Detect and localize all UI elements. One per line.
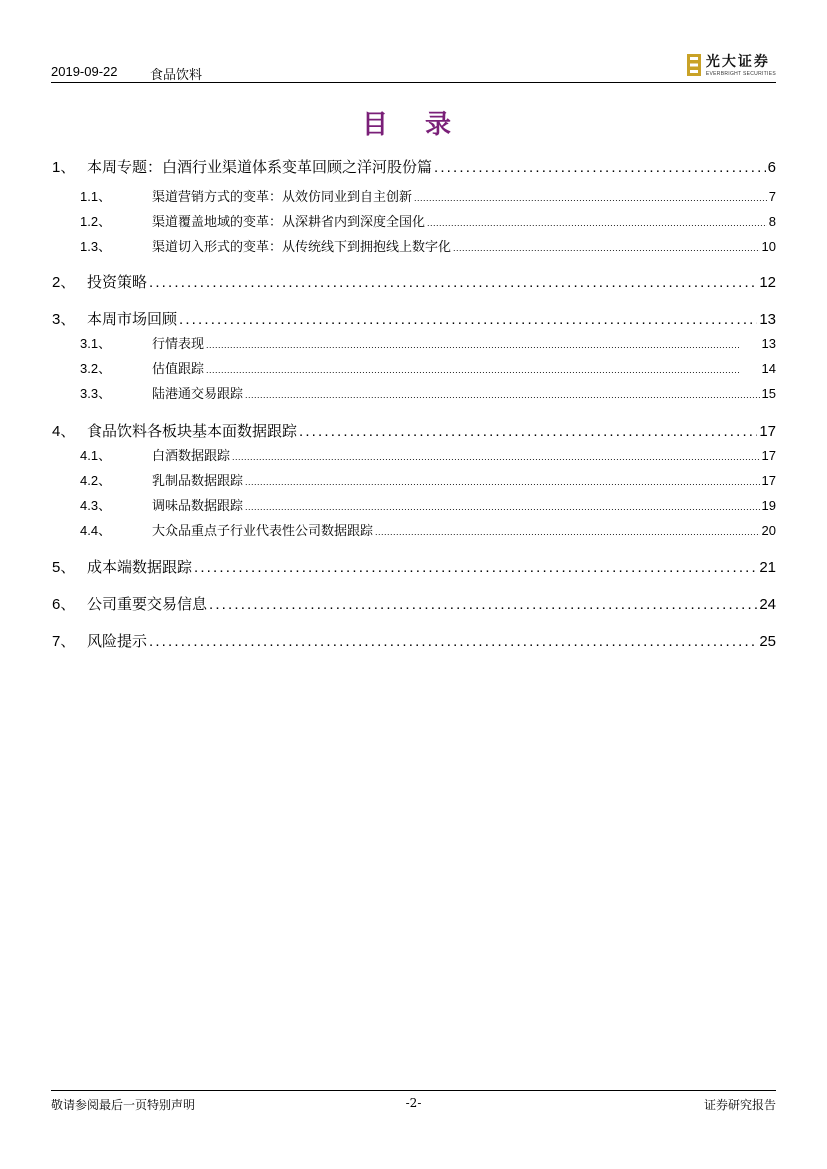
toc-entry-label: 调味品数据跟踪 xyxy=(152,498,244,513)
toc-entry[interactable] xyxy=(52,236,776,255)
toc-entry-page: 24 xyxy=(759,596,776,613)
industry-name: 食品饮料 xyxy=(150,67,203,82)
toc-entry-page: 15 xyxy=(761,386,776,401)
toc-entry[interactable] xyxy=(52,308,776,329)
toc-entry-number: 2、 xyxy=(52,274,76,291)
toc-entry[interactable] xyxy=(52,383,776,402)
toc-entry-page: 6 xyxy=(767,159,776,176)
toc-entry-number: 4.4、 xyxy=(80,523,112,538)
toc-entry-page: 13 xyxy=(759,311,776,328)
toc-entry-number: 4、 xyxy=(52,423,76,440)
logo-mark-icon xyxy=(687,54,701,76)
toc-entry-number: 3.1、 xyxy=(80,336,112,351)
toc-dot-leader xyxy=(453,239,760,254)
toc-dot-leader xyxy=(245,473,760,488)
toc-entry[interactable] xyxy=(52,186,776,205)
company-logo xyxy=(687,54,776,82)
toc-entry-number: 1、 xyxy=(52,159,76,176)
toc-entry-label: 公司重要交易信息 xyxy=(87,596,208,613)
toc-entry-page: 13 xyxy=(761,336,776,351)
toc-entry-number: 1.2、 xyxy=(80,214,112,229)
toc-dot-leader xyxy=(209,596,757,613)
toc-entry-label: 乳制品数据跟踪 xyxy=(152,473,244,488)
toc-entry-number: 4.2、 xyxy=(80,473,112,488)
toc-entry-number: 3、 xyxy=(52,311,76,328)
toc-entry-label: 本周市场回顾 xyxy=(87,311,178,328)
toc-entry[interactable] xyxy=(52,156,776,177)
footer-disclaimer: 敬请参阅最后一页特别声明 xyxy=(51,1098,196,1112)
toc-entry-page: 19 xyxy=(761,498,776,513)
toc-dot-leader xyxy=(375,523,760,538)
toc-entry-page: 10 xyxy=(761,239,776,254)
toc-entry-page: 7 xyxy=(768,189,776,204)
toc-dot-leader xyxy=(232,448,760,463)
toc-dot-leader xyxy=(179,311,757,328)
toc-entry-label: 投资策略 xyxy=(87,274,148,291)
page-number: -2- xyxy=(405,1096,422,1110)
toc-entry-page: 17 xyxy=(761,473,776,488)
toc-entry[interactable] xyxy=(52,445,776,464)
toc-entry-number: 1.1、 xyxy=(80,189,112,204)
toc-entry[interactable] xyxy=(52,420,776,441)
toc-dot-leader xyxy=(414,189,767,204)
toc-entry-page: 12 xyxy=(759,274,776,291)
toc-entry-number: 5、 xyxy=(52,559,76,576)
toc-entry-label: 食品饮料各板块基本面数据跟踪 xyxy=(87,423,298,440)
toc-entry[interactable] xyxy=(52,556,776,577)
toc-entry-page: 17 xyxy=(761,448,776,463)
toc-entry[interactable] xyxy=(52,520,776,539)
toc-dot-leader xyxy=(206,361,760,376)
toc-entry[interactable] xyxy=(52,495,776,514)
toc-title: 目 录 xyxy=(361,110,466,140)
toc-entry[interactable] xyxy=(52,271,776,292)
logo-chinese: 光大证券 xyxy=(705,54,770,70)
toc-entry-number: 3.3、 xyxy=(80,386,112,401)
toc-entry-label: 陆港通交易跟踪 xyxy=(152,386,244,401)
toc-entry-page: 14 xyxy=(761,361,776,376)
toc-entry-number: 4.3、 xyxy=(80,498,112,513)
toc-entry-page: 20 xyxy=(761,523,776,538)
toc-dot-leader xyxy=(149,633,757,650)
toc-dot-leader xyxy=(206,336,760,351)
toc-entry[interactable] xyxy=(52,470,776,489)
toc-entry-number: 7、 xyxy=(52,633,76,650)
toc-entry-page: 8 xyxy=(768,214,776,229)
toc-dot-leader xyxy=(245,386,760,401)
toc-entry-page: 21 xyxy=(759,559,776,576)
toc-entry-number: 3.2、 xyxy=(80,361,112,376)
toc-entry-label: 渠道切入形式的变革：从传统线下到拥抱线上数字化 xyxy=(152,239,452,254)
logo-english: EVERBRIGHT SECURITIES xyxy=(705,71,776,77)
toc-dot-leader xyxy=(149,274,757,291)
toc-entry-number: 1.3、 xyxy=(80,239,112,254)
toc-dot-leader xyxy=(434,159,766,176)
footer-divider xyxy=(51,1090,776,1091)
toc-dot-leader xyxy=(299,423,757,440)
toc-entry-page: 25 xyxy=(759,633,776,650)
toc-entry-number: 4.1、 xyxy=(80,448,112,463)
toc-dot-leader xyxy=(427,214,767,229)
toc-entry-label: 本周专题：白酒行业渠道体系变革回顾之洋河股份篇 xyxy=(87,159,433,176)
toc-entry[interactable] xyxy=(52,593,776,614)
toc-entry-label: 行情表现 xyxy=(152,336,205,351)
toc-entry-label: 大众品重点子行业代表性公司数据跟踪 xyxy=(152,523,374,538)
toc-entry-label: 风险提示 xyxy=(87,633,148,650)
toc-entry[interactable] xyxy=(52,211,776,230)
toc-entry[interactable] xyxy=(52,358,776,377)
toc-entry-label: 白酒数据跟踪 xyxy=(152,448,231,463)
toc-entry[interactable] xyxy=(52,630,776,651)
toc-entry-page: 17 xyxy=(759,423,776,440)
toc-entry[interactable] xyxy=(52,333,776,352)
toc-dot-leader xyxy=(194,559,757,576)
page-header xyxy=(51,54,776,84)
report-date: 2019-09-22 xyxy=(51,64,118,79)
toc-entry-label: 渠道覆盖地域的变革：从深耕省内到深度全国化 xyxy=(152,214,426,229)
toc-dot-leader xyxy=(245,498,760,513)
toc-entry-number: 6、 xyxy=(52,596,76,613)
toc-entry-label: 估值跟踪 xyxy=(152,361,205,376)
header-divider xyxy=(51,82,776,83)
toc-entry-label: 渠道营销方式的变革：从效仿同业到自主创新 xyxy=(152,189,413,204)
toc-entry-label: 成本端数据跟踪 xyxy=(87,559,193,576)
footer-doc-type: 证券研究报告 xyxy=(703,1098,776,1112)
